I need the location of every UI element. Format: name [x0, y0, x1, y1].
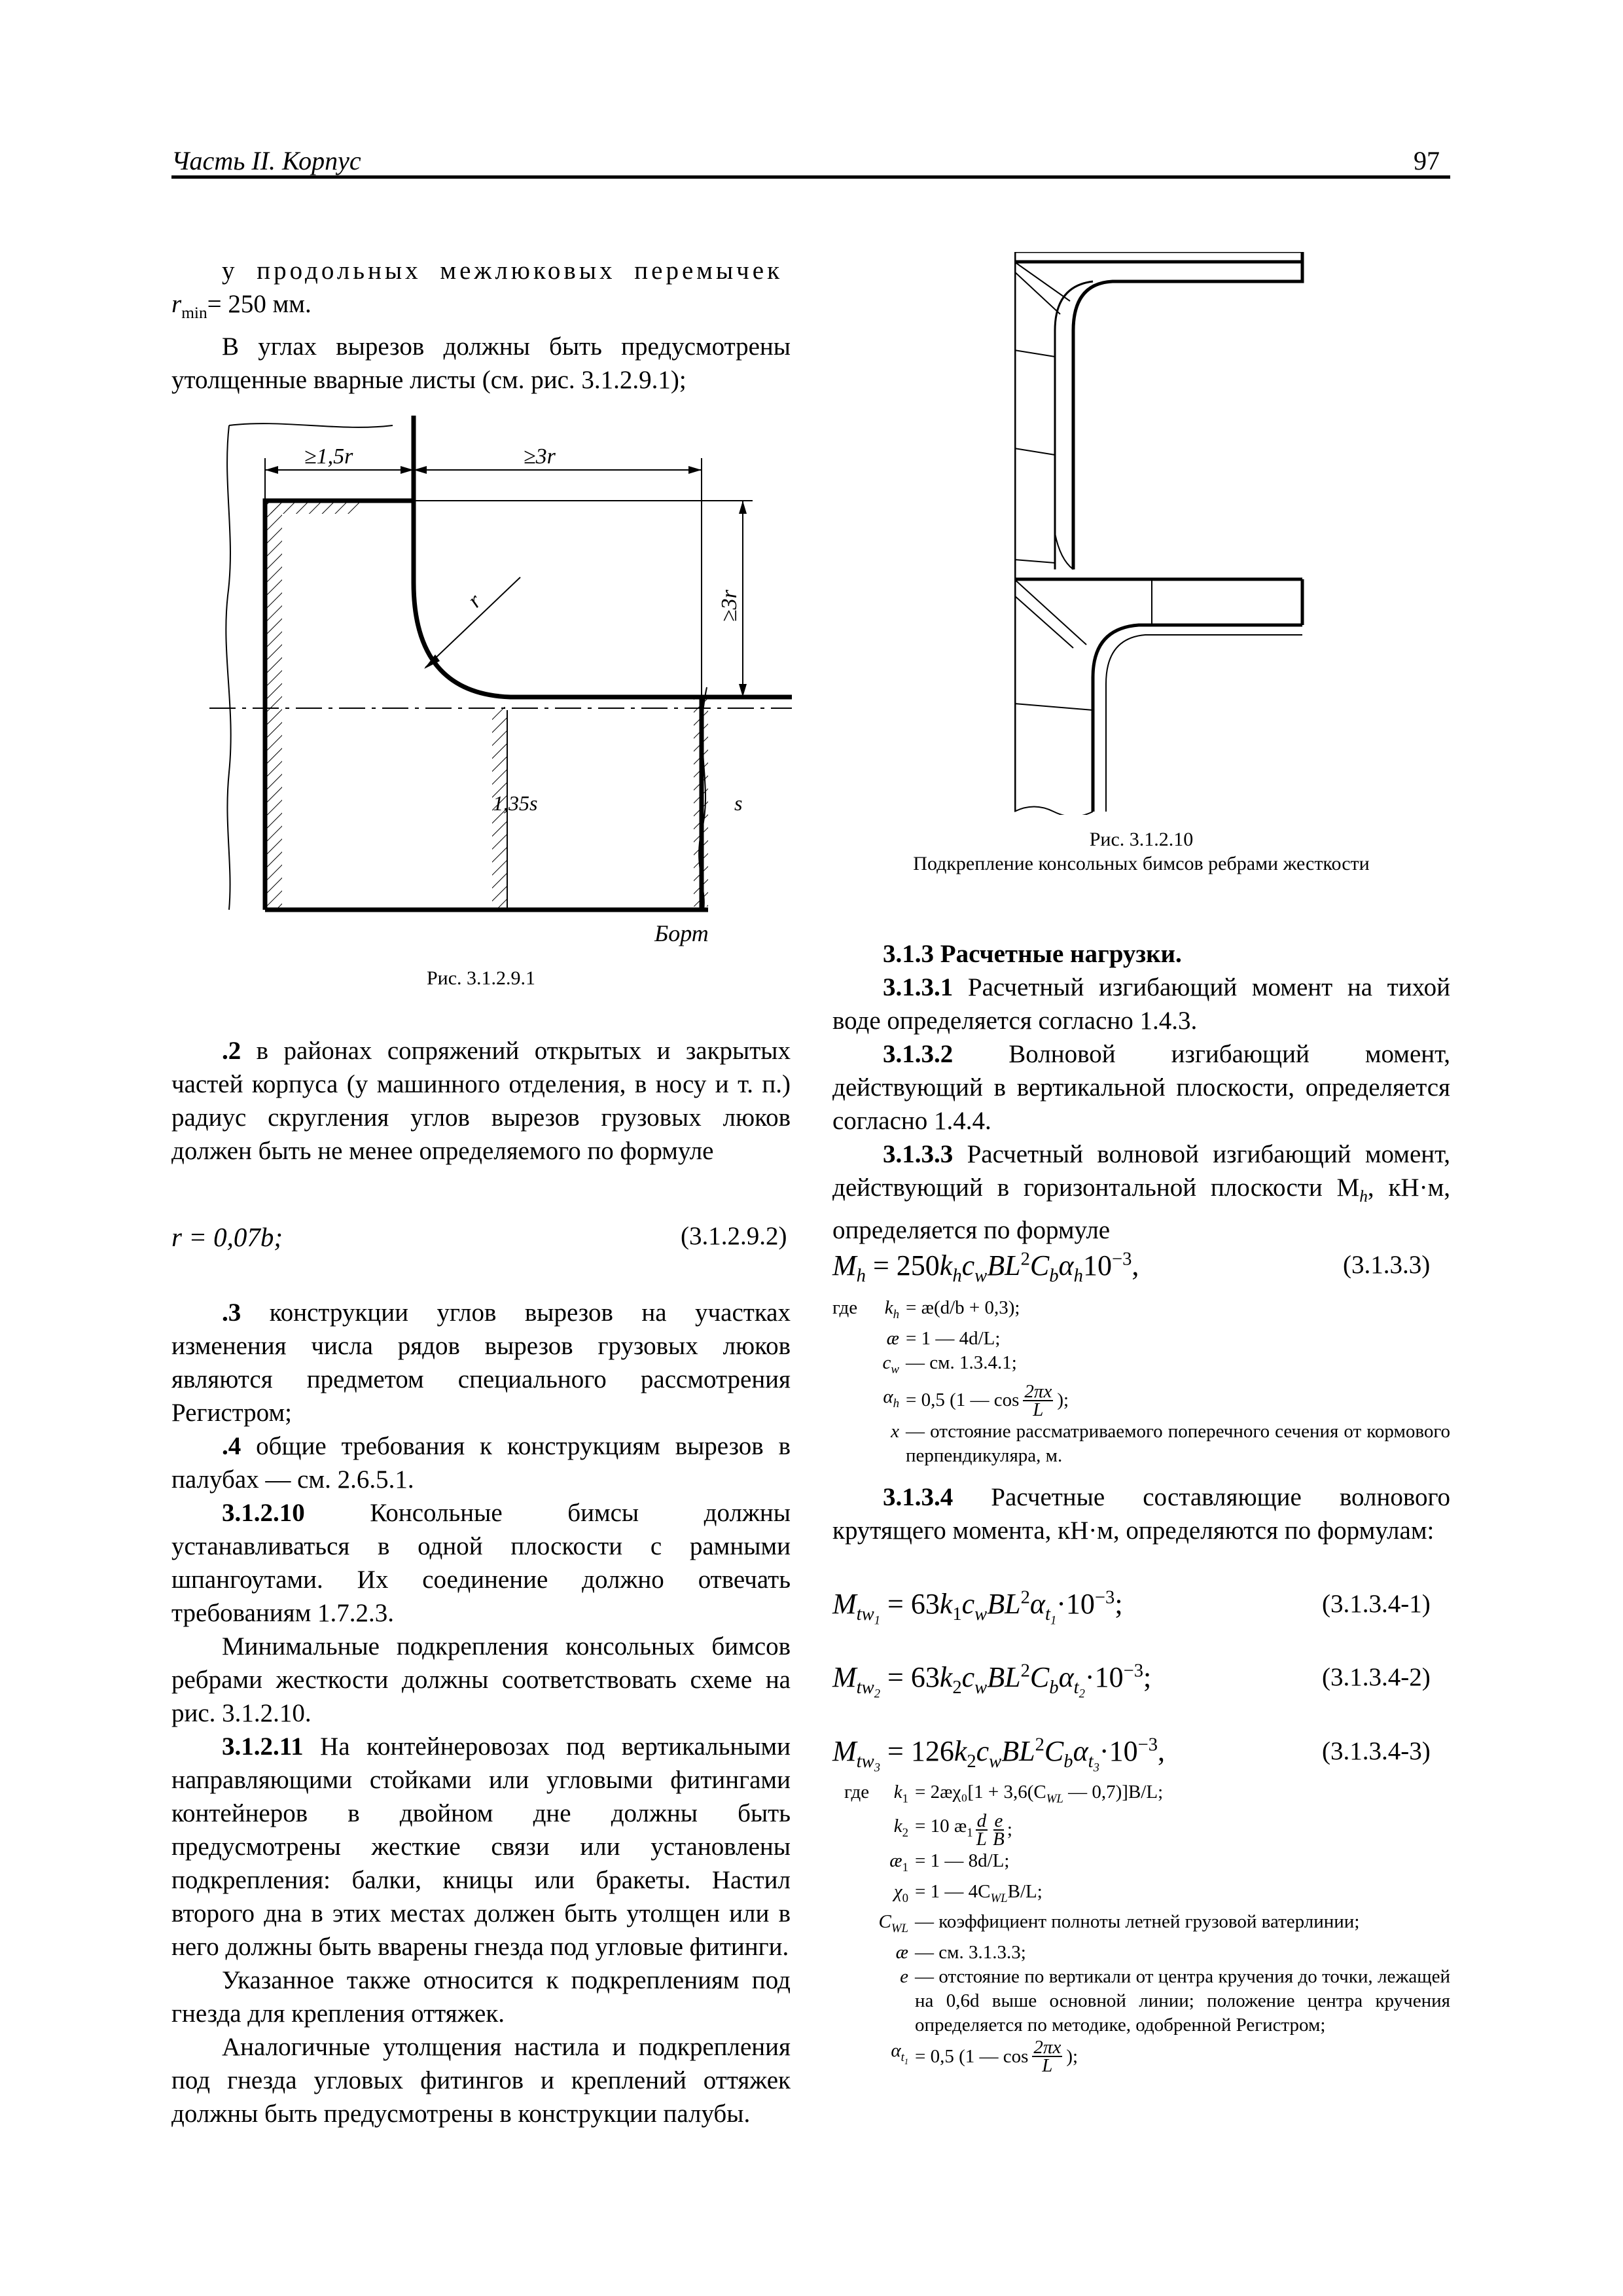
clause-3-1-2-11-number: 3.1.2.11	[222, 1732, 304, 1761]
legend-x: — отстояние рассматриваемого поперечного сечения от кормового перпендикуляра, м.	[906, 1420, 1450, 1466]
item-2-text: в районах сопряжений открытых и закрытых частей корпуса (у машинного отделения, в носу и т. п.) радиус скругления углов вырезов грузовых люков должен быть не менее определяемого по формуле	[171, 1037, 791, 1165]
hatch-left	[265, 501, 282, 910]
section-3-1-3-title-text: 3.1.3 Расчетные нагрузки.	[883, 940, 1182, 968]
dim-label-3r-side: ≥3r	[717, 590, 741, 622]
legend-alpha-h: = 0,5 (1 — cos	[906, 1390, 1020, 1411]
clause-3-1-2-10	[171, 1496, 791, 1630]
legend-mh: где $k_h$ = æ(d/b + 0,3); æ = 1 — 4d/L; $c_w$ — см. 1.3.4.1; $\alpha_h$ = 0,5 (1 — cos $\frac{2\pi x}{L}$ ); x — отстояние рассматриваемого поперечного сечения от кормового перпендикуляра, м.	[832, 1296, 1450, 1468]
radius-label: r	[463, 589, 487, 613]
clause-3-1-3-3-number: 3.1.3.3	[883, 1140, 954, 1168]
legend2-alpha-numerator: 2πx	[1033, 2037, 1061, 2058]
right-main-text	[832, 937, 1450, 1247]
rmin-symbol: r	[171, 290, 182, 318]
legend2-k2-frac2-den: B	[993, 1828, 1005, 1850]
item-2-number: .2	[222, 1037, 241, 1065]
legend-gde: где	[832, 1297, 858, 1318]
legend2-cwl: — коэффициент полноты летней грузовой ватерлинии;	[915, 1911, 1360, 1933]
clause-3-1-3-1-number: 3.1.3.1	[883, 973, 954, 1001]
clause-3-1-2-10-number: 3.1.2.10	[222, 1499, 305, 1527]
corner-profile	[414, 416, 792, 697]
legend2-alpha-t1: = 0,5 (1 — cos	[915, 2045, 1029, 2067]
item-3-paragraph	[171, 1296, 791, 1429]
formula-mtw3: $M_{tw_3} = 126k_2c_wBL^2C_b\alpha_{t_3}\cdot 10^{-3}$,	[832, 1734, 1166, 1775]
paragraph-lashing-sockets: Указанное также относится к подкреплениям под гнезда для крепления оттяжек.	[171, 1966, 791, 2028]
clause-3-1-3-4	[832, 1480, 1450, 1547]
paragraph-continuation-line1: у продольных межлюковых перемычек	[222, 257, 783, 285]
formula-mtw1: $M_{tw_1} = 63k_1c_wBL^2\alpha_{t_1}\cdot 10^{-3}$;	[832, 1587, 1123, 1628]
legend2-alpha-denominator: L	[1042, 2055, 1053, 2077]
legend2-e: — отстояние по вертикали от центра кручения до точки, лежащей на 0,6d выше основной линии; положение центра кручения определяется по методике, одобренной Регистром;	[915, 1966, 1450, 2036]
bort-label: Борт	[654, 920, 709, 946]
thickness-label-1-35s: 1,35s	[493, 791, 538, 815]
running-header-title: Часть II. Корпус	[171, 146, 361, 175]
figure-1-caption: Рис. 3.1.2.9.1	[426, 967, 536, 989]
legend2-k2-frac1-den: L	[976, 1828, 987, 1850]
clause-3-1-3-1-text: Расчетный изгибающий момент на тихой воде определяется согласно 1.4.3.	[832, 973, 1450, 1035]
section-3-1-3-title	[832, 937, 1450, 971]
item-4-paragraph	[171, 1429, 791, 1496]
left-main-text	[171, 1034, 791, 1168]
legend2-k2-frac2-num: e	[994, 1810, 1003, 1831]
clause-3-1-3-3-subscript: h	[1359, 1187, 1368, 1206]
item-3-number: .3	[222, 1299, 241, 1327]
clause-3-1-2-11-text: На контейнеровозах под вертикальными направляющими стойками или угловыми фитингами контейнеров в двойном дне должны быть предусмотрены жесткие связи или установлены подкрепления: балки, кницы или бракеты. Настил второго дна в этих местах должен быть утолщен или в него должны быть вварены гнезда под угловые фитинги.	[171, 1732, 791, 1961]
legend-alpha-h-close: );	[1057, 1390, 1069, 1411]
clause-3-1-3-4-block	[832, 1480, 1450, 1547]
rmin-value: = 250 мм.	[207, 290, 312, 318]
legend-ae: = 1 — 4d/L;	[906, 1327, 1001, 1349]
clause-3-1-3-1	[832, 971, 1450, 1037]
clause-3-1-3-4-text: Расчетные составляющие волнового крутящего момента, кН·м, определяются по формулам:	[832, 1483, 1450, 1545]
formula-r: r = 0,07b;	[171, 1222, 283, 1252]
legend2-k1: = 2æχ₀[1 + 3,6(C	[915, 1782, 1046, 1803]
legend-x-symbol: x	[891, 1420, 899, 1442]
item-3-text: конструкции углов вырезов на участках изменения числа рядов вырезов грузовых люков являются предметом специального рассмотрения Регистром;	[171, 1299, 791, 1427]
formula-mtw3-number: (3.1.3.4-3)	[1322, 1737, 1431, 1765]
item-2-paragraph	[171, 1034, 791, 1168]
paragraph-welded-plates: В углах вырезов должны быть предусмотрены утолщенные вварные листы (см. рис. 3.1.2.9.1);	[171, 332, 791, 394]
legend2-chi0: = 1 — 4C	[915, 1880, 991, 1902]
legend-kh: = æ(d/b + 0,3);	[906, 1297, 1020, 1318]
legend2-ae1: = 1 — 8d/L;	[915, 1850, 1010, 1871]
clause-3-1-3-3	[832, 1138, 1450, 1247]
legend2-gde: где	[844, 1782, 870, 1803]
formula-r-number: (3.1.2.9.2)	[681, 1222, 787, 1250]
dim-label-3r-top: ≥3r	[524, 444, 556, 469]
clause-3-1-3-2-text: Волновой изгибающий момент, действующий в вертикальной плоскости, определяется согласно 1.4.4.	[832, 1040, 1450, 1135]
clause-3-1-3-3-tail: , кН·м, определяется по формуле	[832, 1174, 1451, 1244]
item-4-number: .4	[222, 1432, 241, 1460]
legend2-alpha-close: );	[1066, 2045, 1079, 2067]
paragraph-continuation-line2	[171, 287, 791, 330]
legend2-chi0-tail: B/L;	[1007, 1880, 1043, 1902]
clause-3-1-3-3-text: Расчетный волновой изгибающий момент, действующий в горизонтальной плоскости M	[832, 1140, 1450, 1202]
formula-mtw2-number: (3.1.3.4-2)	[1322, 1663, 1431, 1691]
figure-3-1-2-10	[1014, 252, 1322, 815]
legend2-k2: = 10 æ	[915, 1816, 967, 1837]
formula-mtw2: $M_{tw_2} = 63k_2c_wBL^2C_b\alpha_{t_2}\cdot 10^{-3}$;	[832, 1660, 1152, 1701]
legend2-k2-frac1-num: d	[976, 1810, 987, 1831]
paragraph-deck-reinforcement: Аналогичные утолщения настила и подкрепления под гнезда угловых фитингов и креплений оттяжек должны быть предусмотрены в конструкции палубы.	[171, 2033, 791, 2128]
legend-cw: — см. 1.3.4.1;	[906, 1352, 1017, 1373]
figure-2-caption-1: Рис. 3.1.2.10	[1089, 829, 1194, 850]
clause-3-1-2-10-text: Консольные бимсы должны устанавливаться в одной плоскости с рамными шпангоутами. Их соединение должно отвечать требованиям 1.7.2.3.	[171, 1499, 791, 1627]
clause-3-1-3-2-number: 3.1.3.2	[883, 1040, 954, 1068]
plate-outline	[265, 501, 412, 910]
legend-alpha-h-denominator: L	[1033, 1399, 1044, 1420]
legend2-k1-tail: — 0,7)]B/L;	[1063, 1782, 1164, 1803]
paragraph-min-reinforcement: Минимальные подкрепления консольных бимсов ребрами жесткости должны соответствовать схеме на рис. 3.1.2.10.	[171, 1632, 791, 1727]
clause-3-1-3-4-number: 3.1.3.4	[883, 1483, 954, 1511]
legend2-e-symbol: e	[900, 1966, 908, 1988]
figure-3-1-2-9-1	[209, 406, 798, 956]
legend-mtw: где $k_1$ = 2æχ₀[1 + $3,6(C_{WL}$ — 0,7)]B/L; $k_2$ = 10 $æ_1$ $\frac{d}{L}$ $\frac{e}{B}$ ; $æ_1$ = 1 — 8d/L; $\chi_0$ = 1 — $4C_{WL}B/L$; $C_{WL}$ — коэффициент полноты летней грузовой ватерлинии; æ — см. 3.1.3.3; e — отстояние по вертикали от центра кручения до точки, лежащей на 0,6d выше основной линии; положение центра кручения определяется по методике, одобренной Регистром; $\alpha_{t_1}$ = 0,5 (1 — cos $\frac{2\pi x}{L}$ );	[844, 1782, 1450, 2077]
left-main-text-2	[171, 1296, 791, 2130]
legend2-ae: — см. 3.1.3.3;	[915, 1942, 1026, 1964]
left-top-text	[171, 254, 791, 397]
formula-mtw1-number: (3.1.3.4-1)	[1322, 1590, 1431, 1618]
clause-3-1-3-2	[832, 1037, 1450, 1138]
figure-2-caption-2: Подкрепление консольных бимсов ребрами жесткости	[913, 853, 1370, 874]
formula-mh: $M_h = 250k_hc_wBL^2C_b\alpha_h10^{-3}$,	[832, 1249, 1139, 1286]
clause-3-1-2-11	[171, 1730, 791, 1964]
break-outline	[226, 425, 230, 910]
legend-alpha-h-numerator: 2πx	[1024, 1380, 1052, 1402]
thickness-label-s: s	[734, 791, 743, 815]
header-rule	[171, 175, 1450, 179]
item-4-text: общие требования к конструкциям вырезов в палубах — см. 2.6.5.1.	[171, 1432, 791, 1494]
rmin-subscript: min	[181, 303, 207, 322]
dim-label-1-5r: ≥1,5r	[304, 444, 353, 469]
formula-mh-number: (3.1.3.3)	[1343, 1251, 1431, 1279]
page-number: 97	[1414, 146, 1440, 175]
